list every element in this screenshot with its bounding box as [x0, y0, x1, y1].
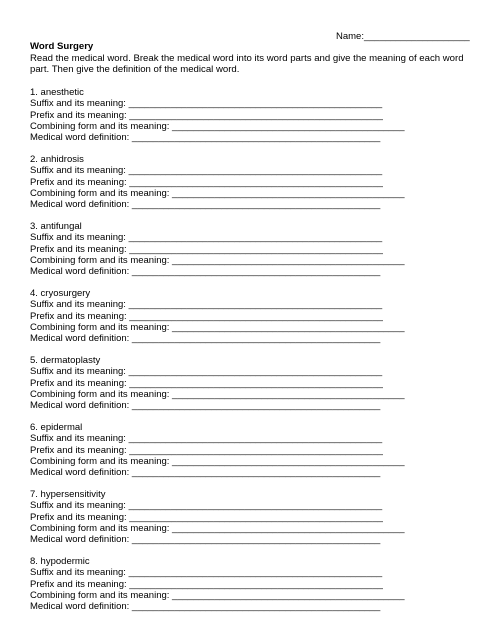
row-label: Prefix and its meaning: — [30, 176, 127, 188]
row-label: Suffix and its meaning: — [30, 232, 126, 244]
row-label: Medical word definition: — [30, 467, 130, 479]
exercise-list — [30, 87, 470, 623]
answer-blank[interactable]: ____________________________________________ — [172, 455, 405, 467]
answer-blank[interactable]: ________________________________________________ — [128, 299, 383, 311]
row-label: Medical word definition: — [30, 601, 130, 613]
combining-form-row — [30, 590, 470, 601]
definition-row — [30, 199, 470, 210]
row-label: Medical word definition: — [30, 199, 130, 211]
row-label: Suffix and its meaning: — [30, 366, 126, 378]
exercise-item — [30, 355, 470, 422]
prefix-row — [30, 311, 470, 322]
answer-blank[interactable]: _______________________________________________ — [131, 601, 381, 613]
answer-blank[interactable]: _______________________________________________ — [131, 199, 381, 211]
combining-form-row — [30, 255, 470, 266]
combining-form-row — [30, 456, 470, 467]
combining-form-row — [30, 523, 470, 534]
exercise-item — [30, 221, 470, 288]
answer-blank[interactable]: ____________________________________________ — [172, 321, 405, 333]
answer-blank[interactable]: ________________________________________________ — [128, 232, 383, 244]
exercise-item — [30, 489, 470, 556]
answer-blank[interactable]: ____________________________________________ — [172, 120, 405, 132]
suffix-row — [30, 299, 470, 310]
row-label: Combining form and its meaning: — [30, 388, 170, 400]
combining-form-row — [30, 389, 470, 400]
row-label: Medical word definition: — [30, 400, 130, 412]
answer-blank[interactable]: _______________________________________________ — [131, 266, 381, 278]
answer-blank[interactable]: ____________________________________________ — [172, 187, 405, 199]
name-blank[interactable]: ____________________ — [363, 31, 470, 42]
row-label: Suffix and its meaning: — [30, 567, 126, 579]
answer-blank[interactable]: ____________________________________________ — [172, 388, 405, 400]
row-label: Prefix and its meaning: — [30, 377, 127, 389]
prefix-row — [30, 445, 470, 456]
row-label: Combining form and its meaning: — [30, 589, 170, 601]
suffix-row — [30, 98, 470, 109]
row-label: Combining form and its meaning: — [30, 455, 170, 467]
answer-blank[interactable]: ________________________________________________ — [129, 444, 383, 456]
row-label: Prefix and its meaning: — [30, 310, 127, 322]
answer-blank[interactable]: ________________________________________________ — [129, 310, 383, 322]
suffix-row — [30, 232, 470, 243]
answer-blank[interactable]: ____________________________________________ — [172, 522, 405, 534]
medical-word: 4. cryosurgery — [30, 288, 91, 299]
combining-form-row — [30, 322, 470, 333]
row-label: Prefix and its meaning: — [30, 109, 127, 121]
row-label: Combining form and its meaning: — [30, 120, 170, 132]
row-label: Prefix and its meaning: — [30, 511, 127, 523]
definition-row — [30, 333, 470, 344]
medical-word: 3. antifungal — [30, 221, 82, 232]
answer-blank[interactable]: ________________________________________________ — [128, 366, 383, 378]
row-label: Suffix and its meaning: — [30, 299, 126, 311]
answer-blank[interactable]: ____________________________________________ — [172, 589, 405, 601]
combining-form-row — [30, 188, 470, 199]
answer-blank[interactable]: _______________________________________________ — [131, 400, 381, 412]
row-label: Suffix and its meaning: — [30, 98, 126, 110]
row-label: Combining form and its meaning: — [30, 522, 170, 534]
row-label: Suffix and its meaning: — [30, 500, 126, 512]
definition-row — [30, 400, 470, 411]
answer-blank[interactable]: _______________________________________________ — [131, 333, 381, 345]
answer-blank[interactable]: ________________________________________________ — [128, 500, 383, 512]
medical-word: 6. epidermal — [30, 422, 83, 433]
row-label: Combining form and its meaning: — [30, 187, 170, 199]
exercise-item — [30, 288, 470, 355]
row-label: Prefix and its meaning: — [30, 578, 127, 590]
row-label: Suffix and its meaning: — [30, 433, 126, 445]
row-label: Combining form and its meaning: — [30, 321, 170, 333]
answer-blank[interactable]: _______________________________________________ — [131, 467, 381, 479]
answer-blank[interactable]: ________________________________________________ — [129, 109, 383, 121]
answer-blank[interactable]: ________________________________________________ — [129, 578, 383, 590]
exercise-item — [30, 87, 470, 154]
medical-word: 8. hypodermic — [30, 556, 90, 567]
definition-row — [30, 601, 470, 612]
definition-row — [30, 266, 470, 277]
combining-form-row — [30, 121, 470, 132]
prefix-row — [30, 110, 470, 121]
worksheet-header — [30, 41, 465, 76]
answer-blank[interactable]: ________________________________________________ — [129, 243, 383, 255]
suffix-row — [30, 500, 470, 511]
prefix-row — [30, 579, 470, 590]
medical-word: 2. anhidrosis — [30, 154, 84, 165]
answer-blank[interactable]: ________________________________________________ — [129, 377, 383, 389]
exercise-item — [30, 154, 470, 221]
answer-blank[interactable]: ________________________________________________ — [128, 98, 383, 110]
answer-blank[interactable]: ____________________________________________ — [172, 254, 405, 266]
worksheet-title: Word Surgery — [30, 41, 94, 52]
answer-blank[interactable]: ________________________________________________ — [128, 433, 383, 445]
prefix-row — [30, 378, 470, 389]
name-label: Name: — [336, 31, 364, 42]
answer-blank[interactable]: ________________________________________________ — [129, 511, 383, 523]
suffix-row — [30, 165, 470, 176]
exercise-item — [30, 422, 470, 489]
answer-blank[interactable]: _______________________________________________ — [131, 534, 381, 546]
row-label: Medical word definition: — [30, 333, 130, 345]
row-label: Combining form and its meaning: — [30, 254, 170, 266]
prefix-row — [30, 177, 470, 188]
answer-blank[interactable]: _______________________________________________ — [131, 132, 381, 144]
row-label: Medical word definition: — [30, 266, 130, 278]
row-label: Prefix and its meaning: — [30, 243, 127, 255]
definition-row — [30, 132, 470, 143]
answer-blank[interactable]: ________________________________________________ — [128, 567, 383, 579]
medical-word: 7. hypersensitivity — [30, 489, 106, 500]
row-label: Medical word definition: — [30, 132, 130, 144]
suffix-row — [30, 567, 470, 578]
medical-word: 1. anesthetic — [30, 87, 84, 98]
row-label: Prefix and its meaning: — [30, 444, 127, 456]
suffix-row — [30, 433, 470, 444]
row-label: Suffix and its meaning: — [30, 165, 126, 177]
prefix-row — [30, 244, 470, 255]
medical-word: 5. dermatoplasty — [30, 355, 101, 366]
definition-row — [30, 467, 470, 478]
prefix-row — [30, 512, 470, 523]
row-label: Medical word definition: — [30, 534, 130, 546]
suffix-row — [30, 366, 470, 377]
answer-blank[interactable]: ________________________________________________ — [129, 176, 383, 188]
worksheet-instructions: Read the medical word. Break the medical word into its word parts and give the meaning of each word part. Then give the definition of the medical word. — [30, 52, 464, 75]
answer-blank[interactable]: ________________________________________________ — [128, 165, 383, 177]
definition-row — [30, 534, 470, 545]
exercise-item — [30, 556, 470, 623]
